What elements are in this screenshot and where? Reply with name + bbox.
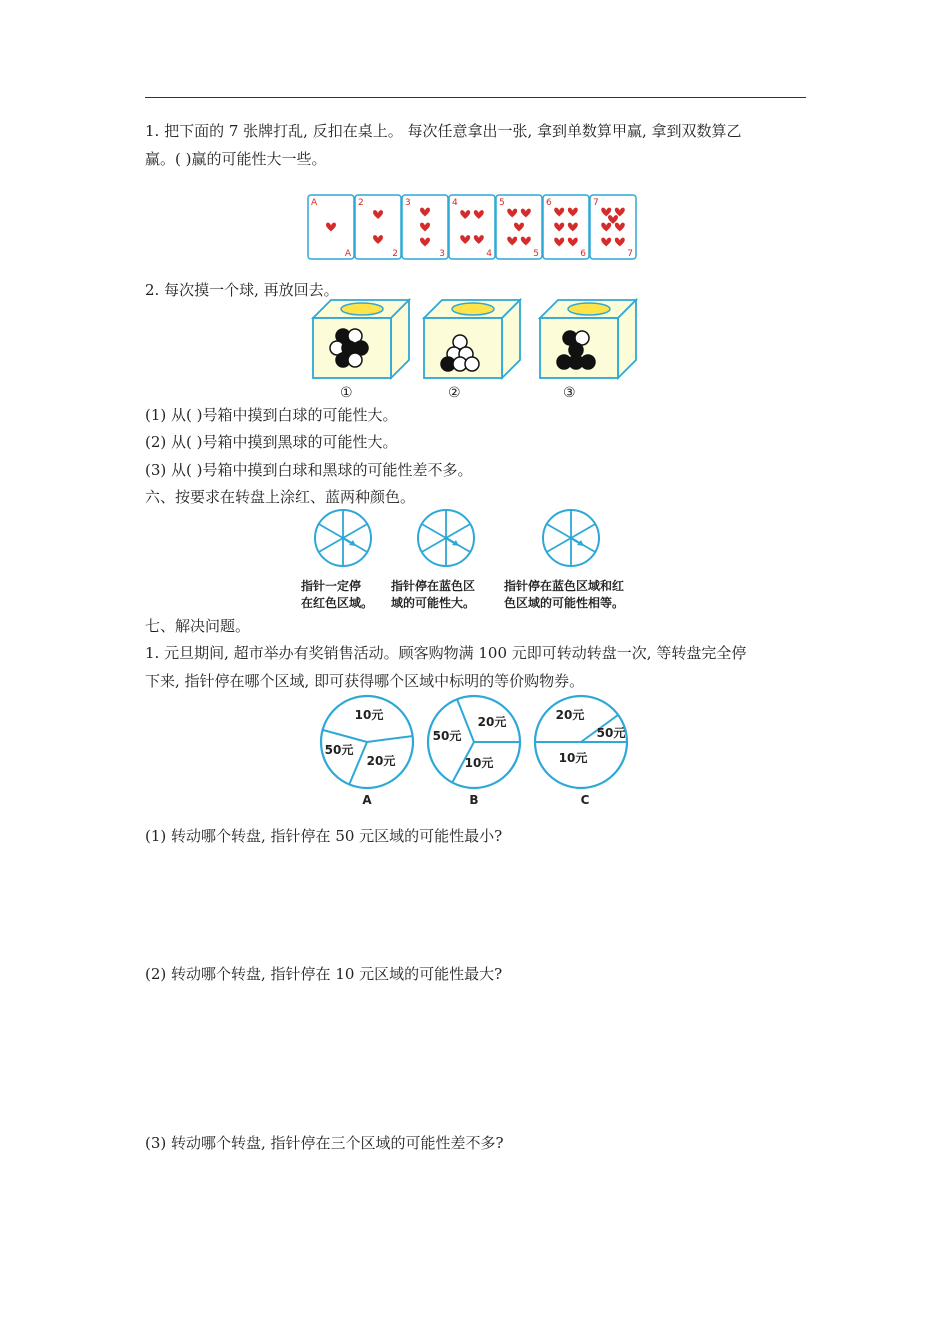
q1-text-line1: 1. 把下面的 7 张牌打乱, 反扣在桌上。 每次任意拿出一张, 拿到单数算甲赢, 拿到双数算乙	[145, 122, 742, 140]
wheel-a-label-2: 50元	[324, 743, 354, 757]
card-rank-bottom: 7	[627, 249, 633, 259]
card-rank: 4	[452, 198, 458, 208]
wheel-a-label-3: 20元	[366, 754, 396, 768]
box-opening	[341, 303, 383, 315]
wheel-b-name: B	[469, 793, 479, 807]
card-6	[543, 195, 589, 259]
prize-wheels	[315, 694, 635, 812]
sec7-sub2: (2) 转动哪个转盘, 指针停在 10 元区域的可能性最大?	[145, 965, 503, 983]
wheel-c-name: C	[580, 793, 590, 807]
card-rank-bottom: 5	[533, 249, 539, 259]
ball-boxes	[305, 296, 645, 402]
card-rank-bottom: A	[344, 249, 351, 259]
card-rank: 3	[405, 198, 411, 208]
wheel-b-label-3: 10元	[464, 756, 494, 770]
wheel-b	[428, 696, 520, 807]
card-5	[496, 195, 542, 259]
wheel-a	[321, 696, 413, 807]
box-opening	[452, 303, 494, 315]
spinner1-caption2: 在红色区域。	[301, 596, 374, 610]
sec7-sub3: (3) 转动哪个转盘, 指针停在三个区域的可能性差不多?	[145, 1134, 504, 1152]
q2-sub1: (1) 从( )号箱中摸到白球的可能性大。	[145, 406, 398, 424]
spinner3-caption1: 指针停在蓝色区域和红	[504, 579, 625, 593]
sec7-q1-line2: 下来, 指针停在哪个区域, 即可获得哪个区域中标明的等价购物券。	[145, 672, 585, 690]
card-rank: 6	[546, 198, 552, 208]
color-spinner-1	[315, 510, 371, 566]
spinner2-caption1: 指针停在蓝色区	[391, 579, 476, 593]
card-rank: 5	[499, 198, 505, 208]
q2-sub3: (3) 从( )号箱中摸到白球和黑球的可能性差不多。	[145, 461, 473, 479]
white-ball	[348, 353, 362, 367]
sec7-title: 七、解决问题。	[145, 617, 251, 635]
card-1	[308, 195, 354, 259]
black-ball	[581, 355, 595, 369]
box-label-3: ③	[563, 385, 576, 401]
spinner3-caption2: 色区域的可能性相等。	[504, 596, 625, 610]
card-7	[590, 195, 636, 259]
card-rank-bottom: 6	[580, 249, 586, 259]
wheel-b-label-2: 50元	[432, 729, 462, 743]
card-3	[402, 195, 448, 259]
card-rank: 7	[593, 198, 599, 208]
sec7-sub1: (1) 转动哪个转盘, 指针停在 50 元区域的可能性最小?	[145, 827, 503, 845]
card-4	[449, 195, 495, 259]
box-label-1: ①	[340, 385, 353, 401]
wheel-a-name: A	[362, 793, 372, 807]
header-rule	[145, 97, 806, 98]
ball-box-3	[540, 300, 636, 378]
sec6-title: 六、按要求在转盘上涂红、蓝两种颜色。	[145, 488, 416, 506]
box-opening	[568, 303, 610, 315]
ball-box-1	[313, 300, 409, 378]
wheel-a-label-1: 10元	[354, 708, 384, 722]
white-ball	[465, 357, 479, 371]
spinner2-caption2: 域的可能性大。	[391, 596, 476, 610]
q1-text-line2: 赢。( )赢的可能性大一些。	[145, 150, 327, 168]
wheel-c-label-3: 10元	[558, 751, 588, 765]
card-rank-bottom: 2	[392, 249, 398, 259]
color-spinner-3	[543, 510, 599, 566]
card-rank: 2	[358, 198, 364, 208]
sec7-q1-line1: 1. 元旦期间, 超市举办有奖销售活动。顾客购物满 100 元即可转动转盘一次, 等转盘完全停	[145, 644, 747, 662]
q2-sub2: (2) 从( )号箱中摸到黑球的可能性大。	[145, 433, 398, 451]
card-rank: A	[311, 198, 318, 208]
wheel-c-label-1: 20元	[555, 708, 585, 722]
box-label-2: ②	[448, 385, 461, 401]
wheel-c-label-2: 50元	[596, 726, 626, 740]
ball-box-2	[424, 300, 520, 378]
card-rank-bottom: 4	[486, 249, 492, 259]
wheel-b-label-1: 20元	[477, 715, 507, 729]
card-2	[355, 195, 401, 259]
q2-title: 2. 每次摸一个球, 再放回去。	[145, 281, 339, 299]
wheel-c	[535, 696, 627, 807]
card-rank-bottom: 3	[439, 249, 445, 259]
spinner1-caption1: 指针一定停	[301, 579, 362, 593]
color-spinner-2	[418, 510, 474, 566]
playing-cards	[305, 193, 645, 261]
